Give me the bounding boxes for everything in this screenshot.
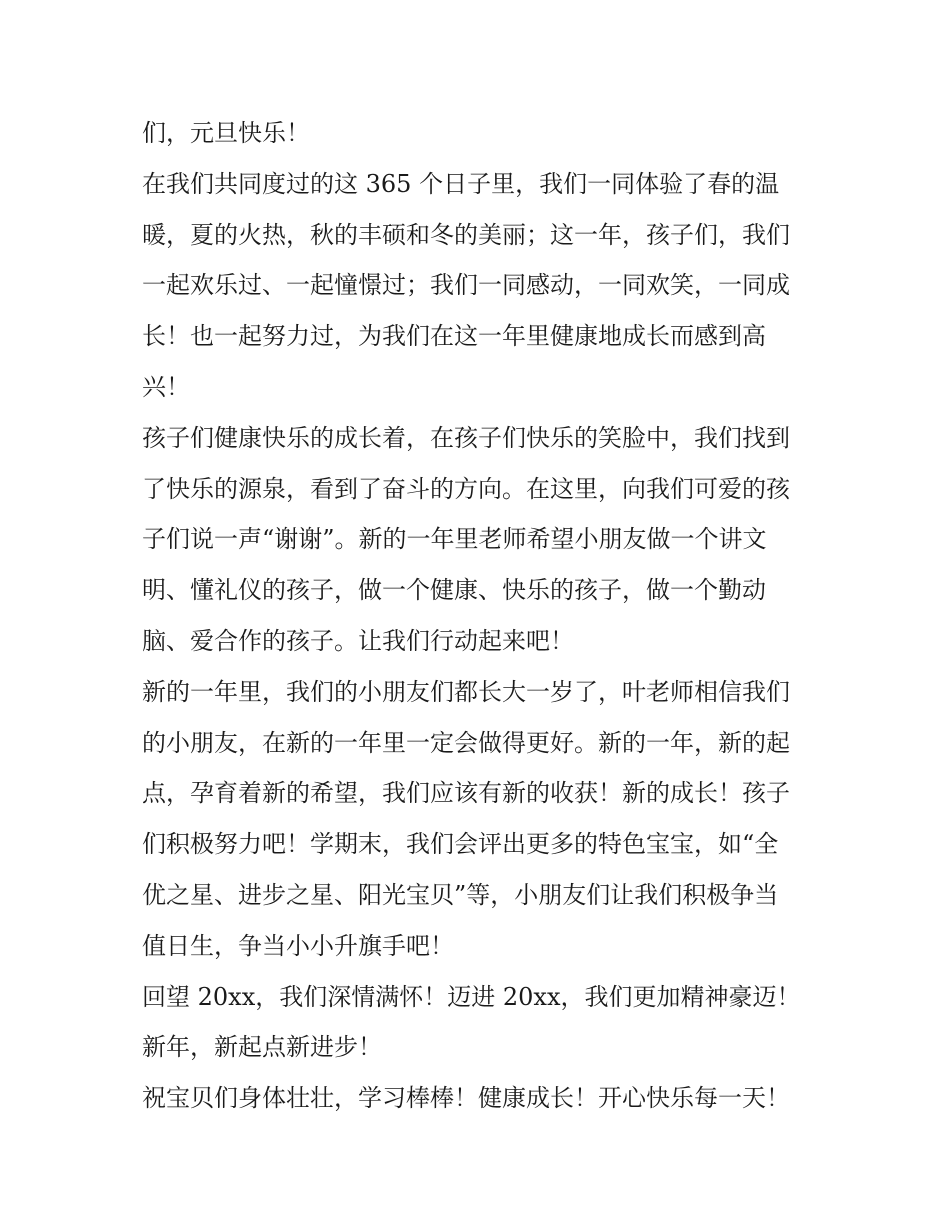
- text-line: 值日生，争当小小升旗手吧！: [142, 931, 454, 960]
- text-line: 优之星、进步之星、阳光宝贝”等，小朋友们让我们积极争当: [142, 880, 779, 909]
- text-line: 点，孕育着新的希望，我们应该有新的收获！新的成长！孩子: [142, 779, 790, 808]
- text-line: 们积极努力吧！学期末，我们会评出更多的特色宝宝，如“全: [142, 830, 779, 859]
- text-line: 的小朋友，在新的一年里一定会做得更好。新的一年，新的起: [142, 728, 790, 757]
- text-line: 暖，夏的火热，秋的丰硕和冬的美丽；这一年，孩子们，我们: [142, 220, 790, 249]
- text-line: 在我们共同度过的这 365 个日子里，我们一同体验了春的温: [142, 169, 780, 198]
- text-line: 了快乐的源泉，看到了奋斗的方向。在这里，向我们可爱的孩: [142, 474, 790, 503]
- text-line: 新的一年里，我们的小朋友们都长大一岁了，叶老师相信我们: [142, 677, 790, 706]
- text-line: 明、懂礼仪的孩子，做一个健康、快乐的孩子，做一个勤动: [142, 576, 766, 605]
- text-line: 孩子们健康快乐的成长着，在孩子们快乐的笑脸中，我们找到: [142, 423, 790, 452]
- text-line: 新年，新起点新进步！: [142, 1033, 382, 1062]
- text-line: 们，元旦快乐！: [142, 119, 310, 147]
- document-body: [142, 108, 822, 1124]
- text-line: 一起欢乐过、一起憧憬过；我们一同感动，一同欢笑，一同成: [142, 271, 790, 300]
- text-line: 长！也一起努力过，为我们在这一年里健康地成长而感到高: [142, 322, 766, 351]
- text-line: 脑、爱合作的孩子。让我们行动起来吧！: [142, 626, 574, 655]
- text-line: 子们说一声“谢谢”。新的一年里老师希望小朋友做一个讲文: [142, 525, 767, 554]
- text-line: 祝宝贝们身体壮壮，学习棒棒！健康成长！开心快乐每一天！: [142, 1084, 790, 1113]
- text-line: 兴！: [142, 372, 190, 401]
- text-line: 回望 20xx，我们深情满怀！迈进 20xx，我们更加精神豪迈！: [142, 982, 801, 1011]
